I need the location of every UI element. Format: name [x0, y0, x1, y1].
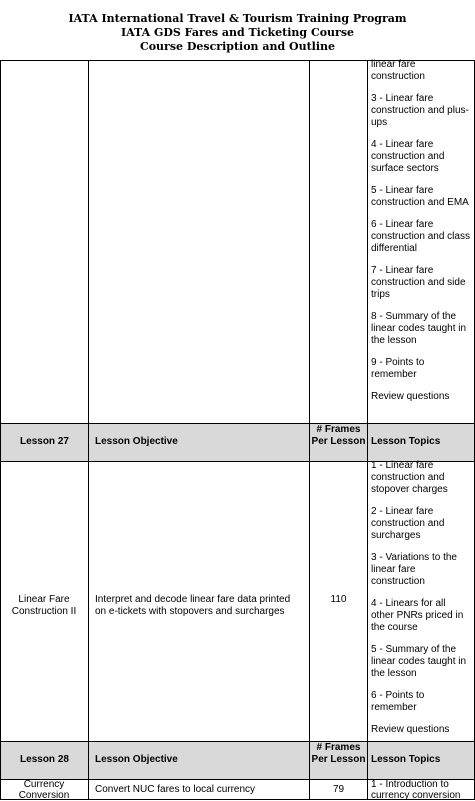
topic-item: 3 - Variations to the linear fare construction: [371, 552, 457, 587]
topic-item: 8 - Summary of the linear codes taught in the lesson: [371, 311, 467, 346]
lesson28-frames: 79: [332, 784, 345, 795]
topic-item: 9 - Points to remember: [371, 357, 425, 380]
lesson27-title: Linear Fare Construction II: [11, 594, 77, 617]
lesson28-label: Lesson 28: [20, 754, 69, 765]
topic-item: 4 - Linears for all other PNRs priced in the course: [371, 598, 464, 633]
lesson28-objective: Convert NUC fares to local currency: [95, 784, 256, 795]
lesson27-frames-header: # Frames Per Lesson: [311, 424, 366, 447]
topic-item: 7 - Linear fare construction and side trips: [371, 265, 466, 300]
lesson28-objective-header: Lesson Objective: [95, 754, 178, 765]
lesson27-topics-list: [371, 460, 471, 746]
lesson27-objective: Interpret and decode linear fare data printed on e-tickets with stopovers and surcharges: [95, 594, 291, 617]
topic-item: linear fare construction: [371, 59, 425, 82]
lesson27-frames: 110: [330, 594, 347, 605]
topic-item: 5 - Summary of the linear codes taught in the lesson: [371, 644, 467, 679]
topic-item: Review questions: [371, 724, 450, 735]
lesson27-objective-header: Lesson Objective: [95, 436, 178, 447]
topic-item: 2 - Linear fare construction and surcharges: [371, 506, 445, 541]
lesson27-topics-header: Lesson Topics: [371, 436, 441, 447]
document-header: [0, 12, 475, 54]
topic-item: 1 - Linear fare construction and stopover charges: [371, 460, 448, 495]
topic-item: 6 - Linear fare construction and class differential: [371, 219, 470, 254]
lesson28-topics-list: [371, 779, 471, 801]
topic-item: 1 - Introduction to currency conversion: [371, 779, 461, 801]
topic-item: 6 - Points to remember: [371, 690, 425, 713]
topic-item: 3 - Linear fare construction and plus-ups: [371, 93, 469, 128]
program-title: IATA International Travel & Tourism Training Program: [68, 12, 407, 25]
topic-item: 4 - Linear fare construction and surface sectors: [371, 139, 445, 174]
topic-item: Review questions: [371, 391, 450, 402]
lesson28-title: Currency Conversion: [18, 779, 70, 801]
topic-item: 5 - Linear fare construction and EMA: [371, 185, 469, 208]
lesson28-topics-header: Lesson Topics: [371, 754, 441, 765]
lesson28-frames-header: # Frames Per Lesson: [311, 742, 366, 765]
lesson27-label: Lesson 27: [20, 436, 69, 447]
course-subtitle: Course Description and Outline: [139, 40, 336, 53]
top-topics-list: [371, 59, 471, 413]
course-title: IATA GDS Fares and Ticketing Course: [120, 26, 355, 39]
